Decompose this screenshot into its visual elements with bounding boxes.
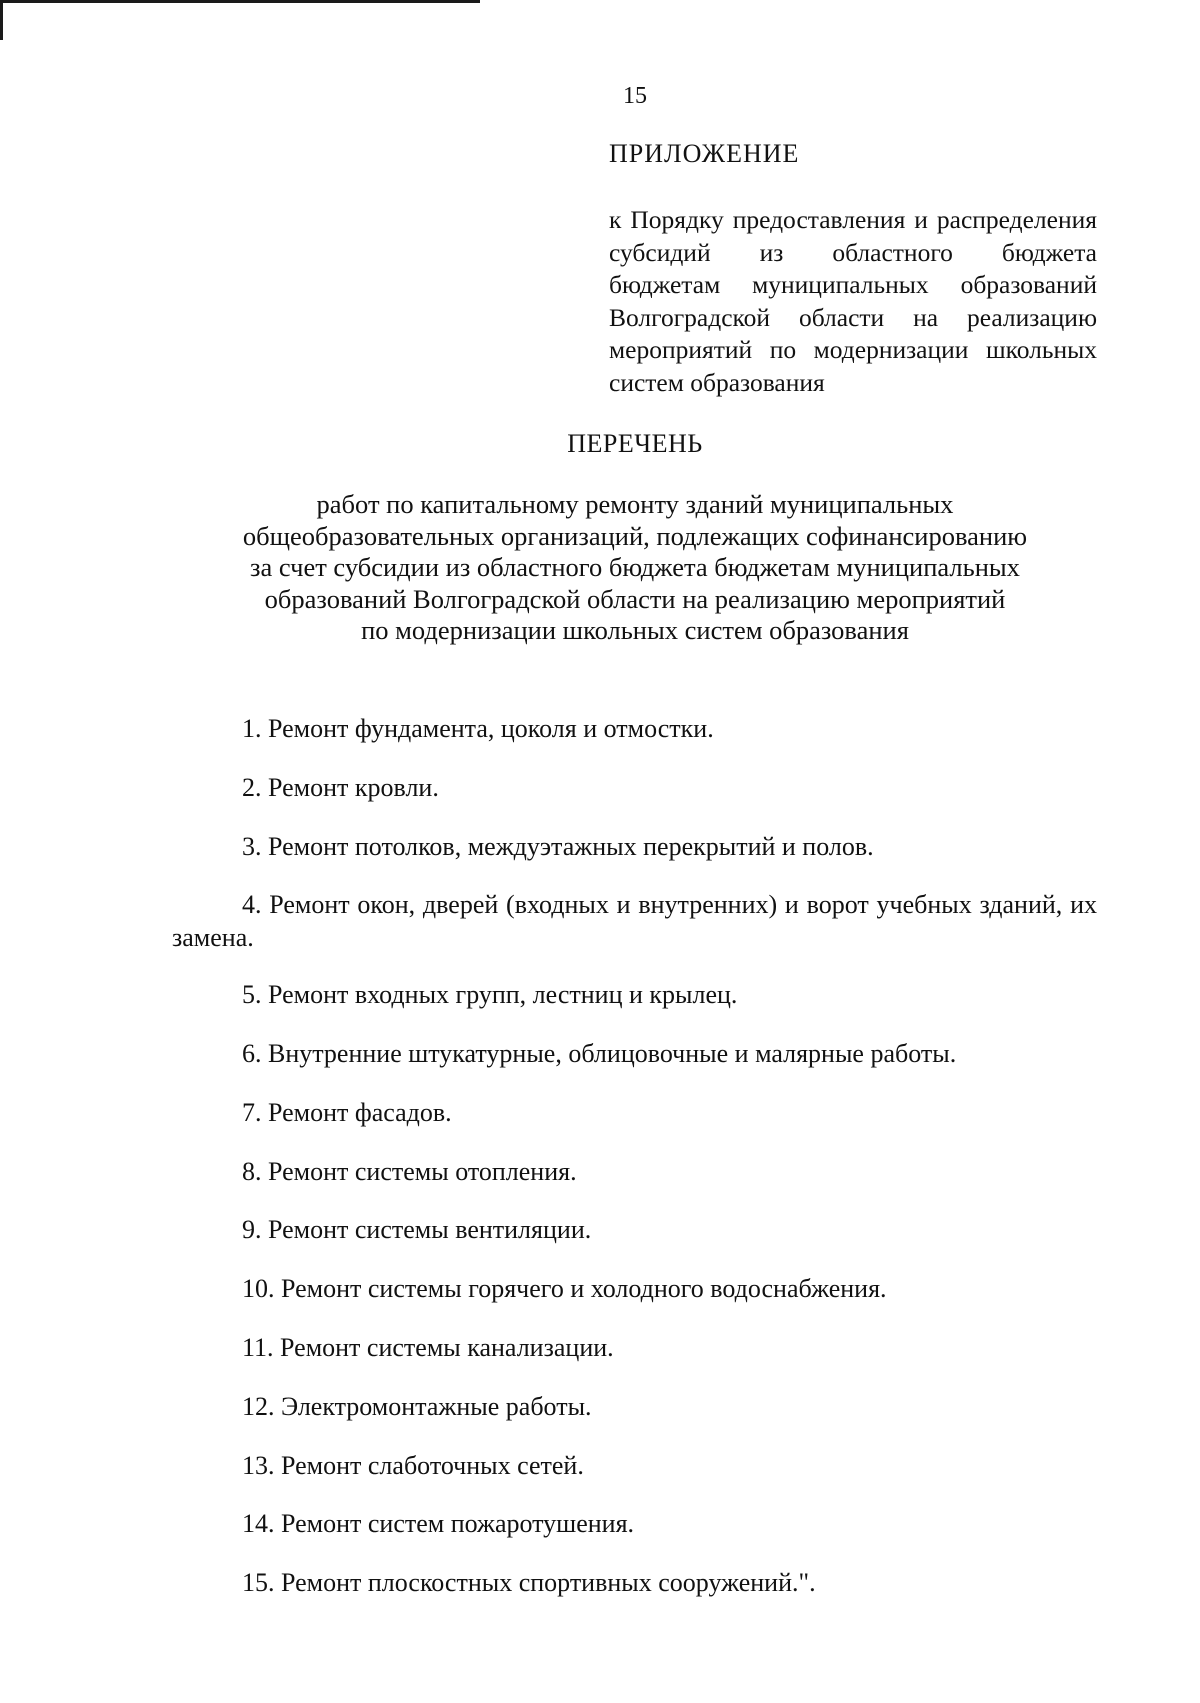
page-number: 15 <box>623 83 647 109</box>
list-item: 6. Внутренние штукатурные, облицовочные и малярные работы. <box>242 1039 957 1068</box>
list-item: 7. Ремонт фасадов. <box>242 1098 452 1127</box>
list-item: 11. Ремонт системы канализации. <box>242 1333 614 1362</box>
list-item: 4. Ремонт окон, дверей (входных и внутренних) и ворот учебных зданий, их замена. <box>172 890 1097 952</box>
list-title: ПЕРЕЧЕНЬ <box>567 429 703 458</box>
list-item: 9. Ремонт системы вентиляции. <box>242 1215 592 1244</box>
scan-edge-top <box>0 0 480 3</box>
list-subtitle-line: работ по капитальному ремонту зданий муниципальных <box>316 489 954 519</box>
list-subtitle-line: образований Волгоградской области на реализацию мероприятий <box>264 583 1006 614</box>
appendix-subtitle <box>609 204 1097 399</box>
list-subtitle-line: общеобразовательных организаций, подлежащих софинансированию <box>242 520 1028 551</box>
appendix-title: ПРИЛОЖЕНИЕ <box>609 139 800 168</box>
appendix-subtitle-line: субсидий из областного бюджета <box>609 237 1097 267</box>
list-item: 3. Ремонт потолков, междуэтажных перекрытий и полов. <box>242 832 874 861</box>
list-item: 10. Ремонт системы горячего и холодного водоснабжения. <box>242 1274 887 1303</box>
list-item: 14. Ремонт систем пожаротушения. <box>242 1509 635 1538</box>
list-subtitle <box>160 489 1110 647</box>
list-item: 15. Ремонт плоскостных спортивных сооружений.". <box>242 1568 816 1597</box>
list-item: 2. Ремонт кровли. <box>242 773 439 802</box>
appendix-subtitle-line: Волгоградской области на реализацию <box>609 302 1097 332</box>
list-item: 12. Электромонтажные работы. <box>242 1392 592 1421</box>
appendix-subtitle-line: систем образования <box>609 367 825 397</box>
scan-edge-left <box>0 0 3 40</box>
appendix-subtitle-line: мероприятий по модернизации школьных <box>609 335 1097 364</box>
appendix-subtitle-line: бюджетам муниципальных образований <box>609 270 1097 299</box>
list-subtitle-line: за счет субсидии из областного бюджета бюджетам муниципальных <box>250 552 1020 582</box>
list-subtitle-line: по модернизации школьных систем образования <box>361 615 909 645</box>
list-item: 13. Ремонт слаботочных сетей. <box>242 1451 584 1480</box>
appendix-subtitle-line: к Порядку предоставления и распределения <box>609 205 1097 234</box>
list-item: 8. Ремонт системы отопления. <box>242 1157 577 1186</box>
list-item: 5. Ремонт входных групп, лестниц и крылец. <box>242 980 738 1009</box>
list-item: 1. Ремонт фундамента, цоколя и отмостки. <box>242 714 714 743</box>
